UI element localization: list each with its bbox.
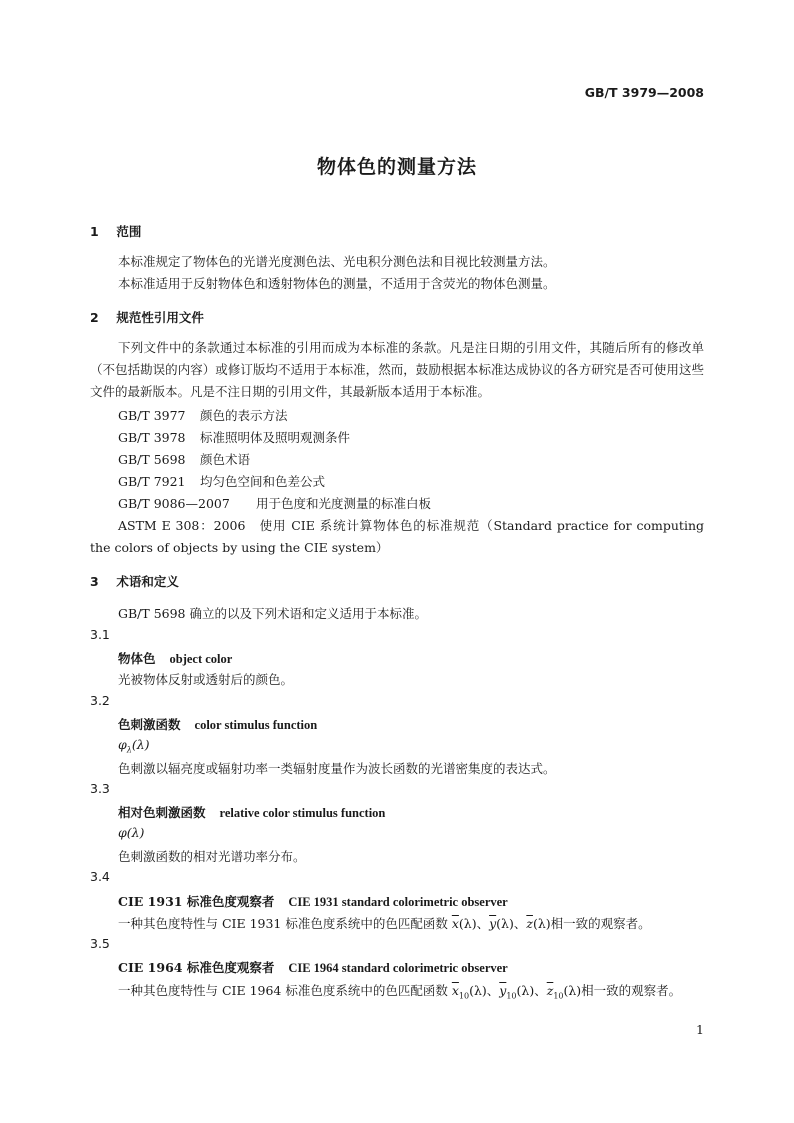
reference-title: 颜色的表示方法 xyxy=(200,408,288,423)
term-en: CIE 1931 standard colorimetric observer xyxy=(288,895,508,909)
normative-intro-paragraph: 下列文件中的条款通过本标准的引用而成为本标准的条款。凡是注日期的引用文件，其随后所有的修改单（不包括勘误的内容）或修订版均不适用于本标准，然而，鼓励根据本标准达成协议的各方研究是否可使用这些文件的最新版本。凡是不注日期的引用文件，其最新版本适用于本标准。 xyxy=(90,340,704,399)
section-number: 2 xyxy=(90,310,99,325)
term-definition: 一种其色度特性与 CIE 1964 标准色度系统中的色匹配函数 $\overline{x}_{10}(\lambda)$、$\overline{y}_{10}(\lambda)$、$\overline{z}_{10}(\lambda)$相一致的观察者。 xyxy=(118,983,682,1001)
scope-paragraph-1: 本标准规定了物体色的光谱光度测色法、光电积分测色法和目视比较测量方法。 xyxy=(118,254,556,269)
reference-code: GB/T 3978 xyxy=(118,430,186,445)
clause-number: 3.5 xyxy=(90,936,110,951)
term-symbol: $\varphi_\lambda(\lambda)$ xyxy=(118,737,150,755)
reference-title: 用于色度和光度测量的标准白板 xyxy=(256,496,432,511)
section-number: 3 xyxy=(90,574,99,589)
section-title: 术语和定义 xyxy=(116,574,179,589)
term-zh: 色刺激函数 xyxy=(118,717,181,732)
astm-reference: ASTM E 308：2006 使用 CIE 系统计算物体色的标准规范（Standard practice for computing the colors of objects by using the CIE system） xyxy=(90,518,704,555)
term-heading xyxy=(118,649,232,667)
term-zh: CIE 1964 标准色度观察者 xyxy=(118,960,275,975)
reference-title: 均匀色空间和色差公式 xyxy=(200,474,326,489)
reference-item xyxy=(118,494,431,512)
reference-code: GB/T 9086—2007 xyxy=(118,496,230,511)
clause-number: 3.2 xyxy=(90,693,110,708)
document-title: 物体色的测量方法 xyxy=(316,156,477,178)
reference-code: GB/T 7921 xyxy=(118,474,186,489)
section-heading-normative xyxy=(90,308,204,326)
reference-item xyxy=(118,428,350,446)
section-number: 1 xyxy=(90,224,99,239)
scope-paragraph-2: 本标准适用于反射物体色和透射物体色的测量，不适用于含荧光的物体色测量。 xyxy=(118,276,556,291)
reference-item xyxy=(118,450,250,468)
section-heading-scope xyxy=(90,222,141,240)
term-en: CIE 1964 standard colorimetric observer xyxy=(288,961,508,975)
clause-number: 3.1 xyxy=(90,627,110,642)
clause-number: 3.4 xyxy=(90,869,110,884)
term-definition: 色刺激函数的相对光谱功率分布。 xyxy=(118,849,306,864)
standard-code: GB/T 3979—2008 xyxy=(584,85,704,100)
page-number: 1 xyxy=(696,1022,704,1037)
reference-item xyxy=(118,472,325,490)
reference-code: GB/T 3977 xyxy=(118,408,186,423)
term-zh: CIE 1931 标准色度观察者 xyxy=(118,894,275,909)
clause-number: 3.3 xyxy=(90,781,110,796)
term-en: relative color stimulus function xyxy=(219,806,386,820)
reference-title: 标准照明体及照明观测条件 xyxy=(200,430,351,445)
term-en: object color xyxy=(169,652,233,666)
term-zh: 物体色 xyxy=(118,651,156,666)
term-symbol: φ(λ) xyxy=(118,825,145,840)
section-heading-terms xyxy=(90,572,179,590)
term-heading xyxy=(118,958,508,976)
reference-item xyxy=(118,406,288,424)
term-heading xyxy=(118,892,508,910)
term-definition: 一种其色度特性与 CIE 1931 标准色度系统中的色匹配函数 $\overline{x}(\lambda)$、$\overline{y}(\lambda)$、$\overline{z}(\lambda)$相一致的观察者。 xyxy=(118,916,651,931)
terms-intro: GB/T 5698 确立的以及下列术语和定义适用于本标准。 xyxy=(118,606,427,621)
term-en: color stimulus function xyxy=(194,718,318,732)
section-title: 范围 xyxy=(116,224,142,239)
section-title: 规范性引用文件 xyxy=(116,310,204,325)
term-zh: 相对色刺激函数 xyxy=(118,805,206,820)
term-heading xyxy=(118,715,317,733)
term-definition: 光被物体反射或透射后的颜色。 xyxy=(118,672,294,687)
term-definition: 色刺激以辐亮度或辐射功率一类辐射度量作为波长函数的光谱密集度的表达式。 xyxy=(118,761,556,776)
reference-title: 颜色术语 xyxy=(200,452,251,467)
reference-code: GB/T 5698 xyxy=(118,452,186,467)
term-heading xyxy=(118,803,385,821)
